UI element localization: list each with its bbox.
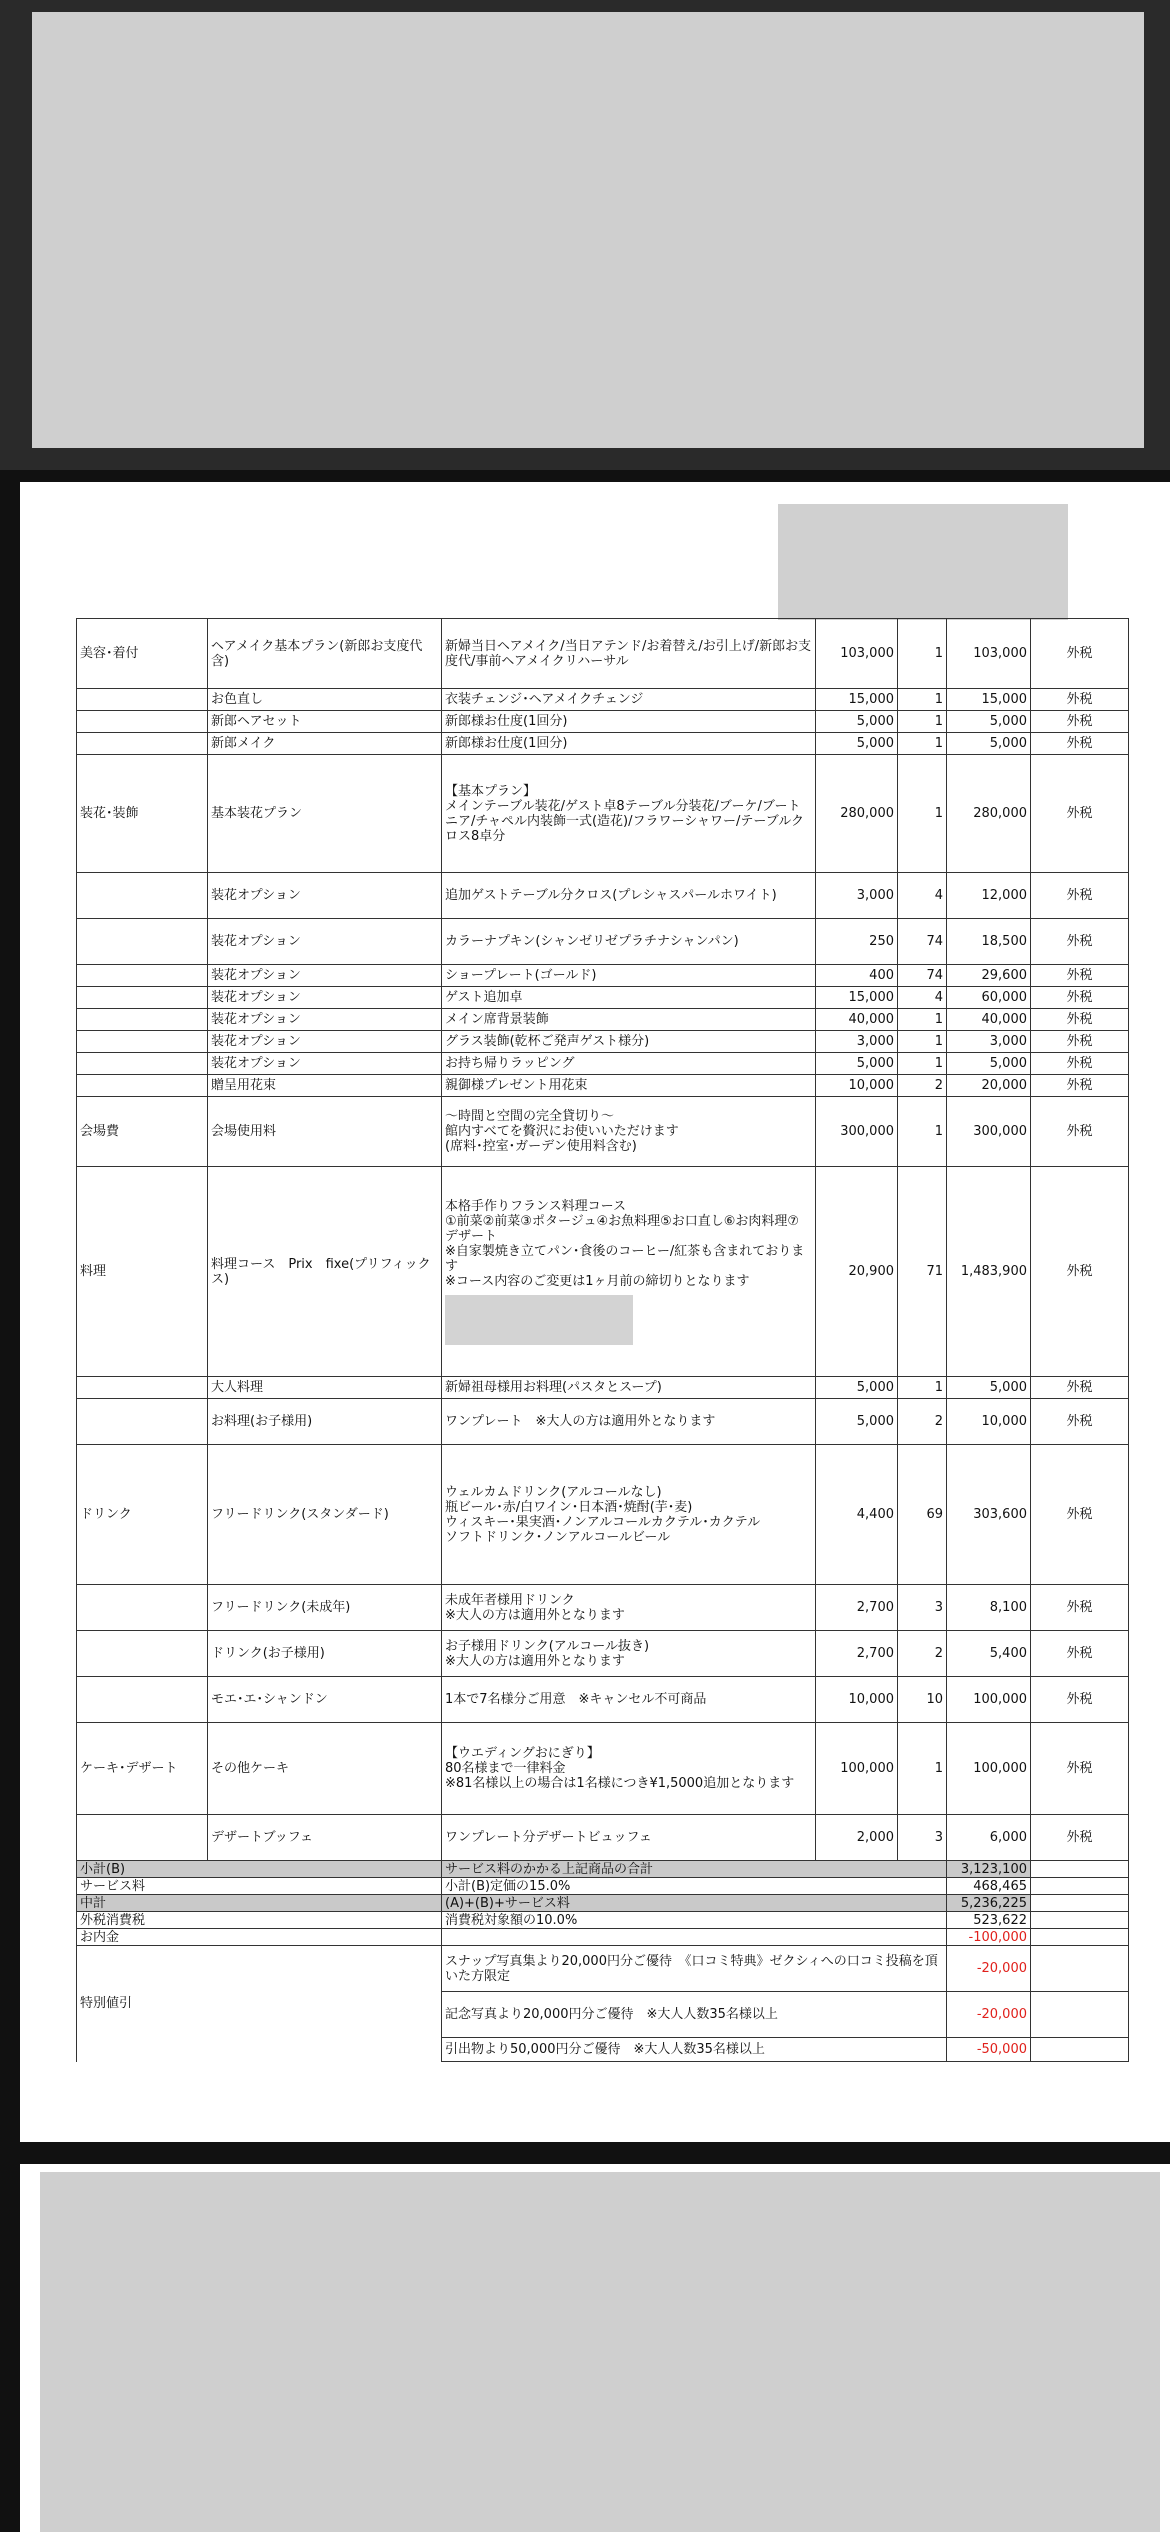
quantity-cell: 1: [898, 1031, 947, 1053]
amount-cell: 40,000: [947, 1009, 1031, 1031]
category-cell: [77, 987, 208, 1009]
summary-row: [77, 1895, 1129, 1912]
description-cell: お持ち帰りラッピング: [442, 1053, 816, 1075]
category-cell: [77, 873, 208, 919]
unit-price-cell: 40,000: [816, 1009, 898, 1031]
unit-price-cell: 100,000: [816, 1723, 898, 1815]
estimate-page: [20, 482, 1170, 2142]
quantity-cell: 2: [898, 1631, 947, 1677]
summary-row: [77, 1878, 1129, 1895]
quantity-cell: 1: [898, 733, 947, 755]
item-name-cell: 装花オプション: [208, 919, 442, 965]
tax-type-cell: 外税: [1031, 1097, 1129, 1167]
summary-amount-cell: 3,123,100: [947, 1861, 1031, 1878]
item-name-cell: 大人料理: [208, 1377, 442, 1399]
redacted-area-top: [32, 12, 1144, 448]
description-cell: 衣装チェンジ･ヘアメイクチェンジ: [442, 689, 816, 711]
discount-amount-cell: -20,000: [947, 1946, 1031, 1992]
unit-price-cell: 3,000: [816, 1031, 898, 1053]
amount-cell: 103,000: [947, 619, 1031, 689]
unit-price-cell: 103,000: [816, 619, 898, 689]
item-name-cell: 新郎ヘアセット: [208, 711, 442, 733]
quantity-cell: 1: [898, 755, 947, 873]
item-name-cell: モエ･エ･シャンドン: [208, 1677, 442, 1723]
quantity-cell: 69: [898, 1445, 947, 1585]
item-name-cell: 装花オプション: [208, 1053, 442, 1075]
item-name-cell: 装花オプション: [208, 965, 442, 987]
amount-cell: 6,000: [947, 1815, 1031, 1861]
amount-cell: 60,000: [947, 987, 1031, 1009]
category-cell: [77, 733, 208, 755]
redacted-header-block: [778, 504, 1068, 620]
item-name-cell: ドリンク(お子様用): [208, 1631, 442, 1677]
empty-cell: [1031, 2038, 1129, 2062]
table-row: [77, 711, 1129, 733]
item-name-cell: 装花オプション: [208, 1009, 442, 1031]
quantity-cell: 1: [898, 1053, 947, 1075]
unit-price-cell: 5,000: [816, 1377, 898, 1399]
discount-description-cell: スナップ写真集より20,000円分ご優待 《口コミ特典》ゼクシィへの口コミ投稿を頂いた方限定: [442, 1946, 947, 1992]
table-row: [77, 1009, 1129, 1031]
description-cell: ワンプレート分デザートビュッフェ: [442, 1815, 816, 1861]
category-cell: [77, 1377, 208, 1399]
quantity-cell: 2: [898, 1399, 947, 1445]
amount-cell: 5,000: [947, 1053, 1031, 1075]
discount-amount-cell: -20,000: [947, 1992, 1031, 2038]
category-cell: [77, 1053, 208, 1075]
amount-cell: 5,000: [947, 711, 1031, 733]
item-name-cell: 会場使用料: [208, 1097, 442, 1167]
amount-cell: 303,600: [947, 1445, 1031, 1585]
table-row: [77, 1075, 1129, 1097]
table-row: [77, 987, 1129, 1009]
table-row: [77, 1445, 1129, 1585]
category-cell: ドリンク: [77, 1445, 208, 1585]
amount-cell: 5,400: [947, 1631, 1031, 1677]
tax-type-cell: 外税: [1031, 1631, 1129, 1677]
table-row: [77, 733, 1129, 755]
description-cell: 【ウエディングおにぎり】 80名様まで一律料金 ※81名様以上の場合は1名様につき¥1,5000追加となります: [442, 1723, 816, 1815]
summary-label-cell: 小計(B): [77, 1861, 442, 1878]
amount-cell: 280,000: [947, 755, 1031, 873]
discount-label-cell: 特別値引: [77, 1946, 442, 2062]
unit-price-cell: 4,400: [816, 1445, 898, 1585]
amount-cell: 15,000: [947, 689, 1031, 711]
quantity-cell: 1: [898, 1377, 947, 1399]
summary-row: [77, 1929, 1129, 1946]
tax-type-cell: 外税: [1031, 733, 1129, 755]
discount-description-cell: 引出物より50,000円分ご優待 ※大人人数35名様以上: [442, 2038, 947, 2062]
table-row: [77, 1585, 1129, 1631]
item-name-cell: その他ケーキ: [208, 1723, 442, 1815]
tax-type-cell: 外税: [1031, 873, 1129, 919]
empty-cell: [1031, 1895, 1129, 1912]
category-cell: 美容･着付: [77, 619, 208, 689]
item-name-cell: フリードリンク(スタンダード): [208, 1445, 442, 1585]
unit-price-cell: 2,700: [816, 1585, 898, 1631]
table-row: [77, 1815, 1129, 1861]
description-cell: ～時間と空間の完全貸切り～ 館内すべてを贅沢にお使いいただけます (席料･控室･ガーデン使用料含む): [442, 1097, 816, 1167]
table-row: [77, 1677, 1129, 1723]
summary-description-cell: [442, 1929, 947, 1946]
item-name-cell: 新郎メイク: [208, 733, 442, 755]
tax-type-cell: 外税: [1031, 919, 1129, 965]
unit-price-cell: 15,000: [816, 987, 898, 1009]
description-cell: カラーナプキン(シャンゼリゼプラチナシャンパン): [442, 919, 816, 965]
amount-cell: 3,000: [947, 1031, 1031, 1053]
unit-price-cell: 5,000: [816, 1053, 898, 1075]
tax-type-cell: 外税: [1031, 1677, 1129, 1723]
summary-description-cell: 小計(B)定価の15.0%: [442, 1878, 947, 1895]
tax-type-cell: 外税: [1031, 1377, 1129, 1399]
amount-cell: 20,000: [947, 1075, 1031, 1097]
unit-price-cell: 10,000: [816, 1075, 898, 1097]
item-name-cell: お色直し: [208, 689, 442, 711]
quantity-cell: 74: [898, 919, 947, 965]
item-name-cell: フリードリンク(未成年): [208, 1585, 442, 1631]
item-name-cell: デザートブッフェ: [208, 1815, 442, 1861]
category-cell: [77, 1075, 208, 1097]
quantity-cell: 1: [898, 711, 947, 733]
amount-cell: 1,483,900: [947, 1167, 1031, 1377]
quantity-cell: 71: [898, 1167, 947, 1377]
description-cell: 1本で7名様分ご用意 ※キャンセル不可商品: [442, 1677, 816, 1723]
redacted-note: [445, 1295, 633, 1345]
table-row: [77, 619, 1129, 689]
empty-cell: [1031, 1929, 1129, 1946]
summary-description-cell: サービス料のかかる上記商品の合計: [442, 1861, 947, 1878]
table-row: [77, 873, 1129, 919]
unit-price-cell: 2,700: [816, 1631, 898, 1677]
item-name-cell: ヘアメイク基本プラン(新郎お支度代含): [208, 619, 442, 689]
table-row: [77, 1723, 1129, 1815]
description-cell: 【基本プラン】 メインテーブル装花/ゲスト卓8テーブル分装花/ブーケ/ブートニア/チャペル内装飾一式(造花)/フラワーシャワー/テーブルクロス8卓分: [442, 755, 816, 873]
tax-type-cell: 外税: [1031, 965, 1129, 987]
description-cell: 未成年者様用ドリンク ※大人の方は適用外となります: [442, 1585, 816, 1631]
description-cell: 新郎様お仕度(1回分): [442, 733, 816, 755]
category-cell: 装花･装飾: [77, 755, 208, 873]
discount-amount-cell: -50,000: [947, 2038, 1031, 2062]
quantity-cell: 4: [898, 873, 947, 919]
description-cell: メイン席背景装飾: [442, 1009, 816, 1031]
description-cell: 追加ゲストテーブル分クロス(プレシャスパールホワイト): [442, 873, 816, 919]
amount-cell: 8,100: [947, 1585, 1031, 1631]
tax-type-cell: 外税: [1031, 1009, 1129, 1031]
item-name-cell: 贈呈用花束: [208, 1075, 442, 1097]
table-row: [77, 1167, 1129, 1377]
amount-cell: 12,000: [947, 873, 1031, 919]
unit-price-cell: 5,000: [816, 711, 898, 733]
category-cell: [77, 965, 208, 987]
table-row: [77, 965, 1129, 987]
empty-cell: [1031, 1861, 1129, 1878]
tax-type-cell: 外税: [1031, 1399, 1129, 1445]
tax-type-cell: 外税: [1031, 1031, 1129, 1053]
amount-cell: 18,500: [947, 919, 1031, 965]
description-cell: ゲスト追加卓: [442, 987, 816, 1009]
description-cell: 新婦祖母様用お料理(パスタとスープ): [442, 1377, 816, 1399]
description-cell: 本格手作りフランス料理コース ①前菜②前菜③ポタージュ④お魚料理⑤お口直し⑥お肉料理⑦デザート ※自家製焼き立てパン･食後のコーヒー/紅茶も含まれております ※コース内容のご変更は1ヶ月前の締切りとなります: [442, 1167, 816, 1377]
unit-price-cell: 400: [816, 965, 898, 987]
description-cell: 親御様プレゼント用花束: [442, 1075, 816, 1097]
unit-price-cell: 280,000: [816, 755, 898, 873]
unit-price-cell: 3,000: [816, 873, 898, 919]
estimate-table: [76, 618, 1129, 2062]
tax-type-cell: 外税: [1031, 1053, 1129, 1075]
unit-price-cell: 10,000: [816, 1677, 898, 1723]
quantity-cell: 1: [898, 1097, 947, 1167]
description-cell: ウェルカムドリンク(アルコールなし) 瓶ビール･赤/白ワイン･日本酒･焼酎(芋･麦) ウィスキー･果実酒･ノンアルコールカクテル･カクテル ソフトドリンク･ノンアルコールビール: [442, 1445, 816, 1585]
item-name-cell: 装花オプション: [208, 987, 442, 1009]
table-row: [77, 1031, 1129, 1053]
summary-row: [77, 1861, 1129, 1878]
unit-price-cell: 5,000: [816, 733, 898, 755]
unit-price-cell: 300,000: [816, 1097, 898, 1167]
item-name-cell: 基本装花プラン: [208, 755, 442, 873]
summary-label-cell: サービス料: [77, 1878, 442, 1895]
quantity-cell: 1: [898, 1723, 947, 1815]
empty-cell: [1031, 1992, 1129, 2038]
empty-cell: [1031, 1878, 1129, 1895]
discount-row: [77, 1946, 1129, 1992]
category-cell: [77, 689, 208, 711]
category-cell: ケーキ･デザート: [77, 1723, 208, 1815]
description-cell: ワンプレート ※大人の方は適用外となります: [442, 1399, 816, 1445]
category-cell: [77, 919, 208, 965]
summary-description-cell: 消費税対象額の10.0%: [442, 1912, 947, 1929]
description-cell: お子様用ドリンク(アルコール抜き) ※大人の方は適用外となります: [442, 1631, 816, 1677]
tax-type-cell: 外税: [1031, 689, 1129, 711]
item-name-cell: お料理(お子様用): [208, 1399, 442, 1445]
summary-amount-cell: 468,465: [947, 1878, 1031, 1895]
tax-type-cell: 外税: [1031, 1723, 1129, 1815]
category-cell: [77, 1031, 208, 1053]
discount-description-cell: 記念写真より20,000円分ご優待 ※大人人数35名様以上: [442, 1992, 947, 2038]
category-cell: 会場費: [77, 1097, 208, 1167]
summary-label-cell: お内金: [77, 1929, 442, 1946]
category-cell: [77, 711, 208, 733]
amount-cell: 100,000: [947, 1677, 1031, 1723]
tax-type-cell: 外税: [1031, 1167, 1129, 1377]
amount-cell: 10,000: [947, 1399, 1031, 1445]
category-cell: [77, 1009, 208, 1031]
summary-label-cell: 外税消費税: [77, 1912, 442, 1929]
empty-cell: [1031, 1946, 1129, 1992]
quantity-cell: 10: [898, 1677, 947, 1723]
amount-cell: 300,000: [947, 1097, 1031, 1167]
quantity-cell: 3: [898, 1815, 947, 1861]
summary-label-cell: 中計: [77, 1895, 442, 1912]
category-cell: 料理: [77, 1167, 208, 1377]
tax-type-cell: 外税: [1031, 1585, 1129, 1631]
tax-type-cell: 外税: [1031, 619, 1129, 689]
quantity-cell: 4: [898, 987, 947, 1009]
redacted-area-bottom: [40, 2172, 1160, 2532]
amount-cell: 5,000: [947, 1377, 1031, 1399]
unit-price-cell: 20,900: [816, 1167, 898, 1377]
tax-type-cell: 外税: [1031, 711, 1129, 733]
item-name-cell: 装花オプション: [208, 1031, 442, 1053]
table-row: [77, 755, 1129, 873]
item-name-cell: 装花オプション: [208, 873, 442, 919]
table-row: [77, 1053, 1129, 1075]
description-cell: 新郎様お仕度(1回分): [442, 711, 816, 733]
quantity-cell: 1: [898, 619, 947, 689]
tax-type-cell: 外税: [1031, 1815, 1129, 1861]
tax-type-cell: 外税: [1031, 987, 1129, 1009]
quantity-cell: 1: [898, 1009, 947, 1031]
unit-price-cell: 250: [816, 919, 898, 965]
table-row: [77, 689, 1129, 711]
summary-description-cell: (A)+(B)+サービス料: [442, 1895, 947, 1912]
summary-amount-cell: 523,622: [947, 1912, 1031, 1929]
unit-price-cell: 15,000: [816, 689, 898, 711]
unit-price-cell: 5,000: [816, 1399, 898, 1445]
category-cell: [77, 1631, 208, 1677]
table-row: [77, 919, 1129, 965]
table-row: [77, 1631, 1129, 1677]
tax-type-cell: 外税: [1031, 755, 1129, 873]
category-cell: [77, 1815, 208, 1861]
amount-cell: 100,000: [947, 1723, 1031, 1815]
summary-row: [77, 1912, 1129, 1929]
summary-amount-cell: 5,236,225: [947, 1895, 1031, 1912]
quantity-cell: 3: [898, 1585, 947, 1631]
summary-amount-cell: -100,000: [947, 1929, 1031, 1946]
tax-type-cell: 外税: [1031, 1075, 1129, 1097]
category-cell: [77, 1677, 208, 1723]
description-cell: ショープレート(ゴールド): [442, 965, 816, 987]
unit-price-cell: 2,000: [816, 1815, 898, 1861]
amount-cell: 5,000: [947, 733, 1031, 755]
amount-cell: 29,600: [947, 965, 1031, 987]
tax-type-cell: 外税: [1031, 1445, 1129, 1585]
table-row: [77, 1097, 1129, 1167]
empty-cell: [1031, 1912, 1129, 1929]
table-row: [77, 1399, 1129, 1445]
item-name-cell: 料理コース Prix fixe(プリフィックス): [208, 1167, 442, 1377]
category-cell: [77, 1585, 208, 1631]
category-cell: [77, 1399, 208, 1445]
description-cell: グラス装飾(乾杯ご発声ゲスト様分): [442, 1031, 816, 1053]
table-row: [77, 1377, 1129, 1399]
description-cell: 新婦当日ヘアメイク/当日アテンド/お着替え/お引上げ/新郎お支度代/事前ヘアメイクリハーサル: [442, 619, 816, 689]
quantity-cell: 2: [898, 1075, 947, 1097]
quantity-cell: 74: [898, 965, 947, 987]
quantity-cell: 1: [898, 689, 947, 711]
